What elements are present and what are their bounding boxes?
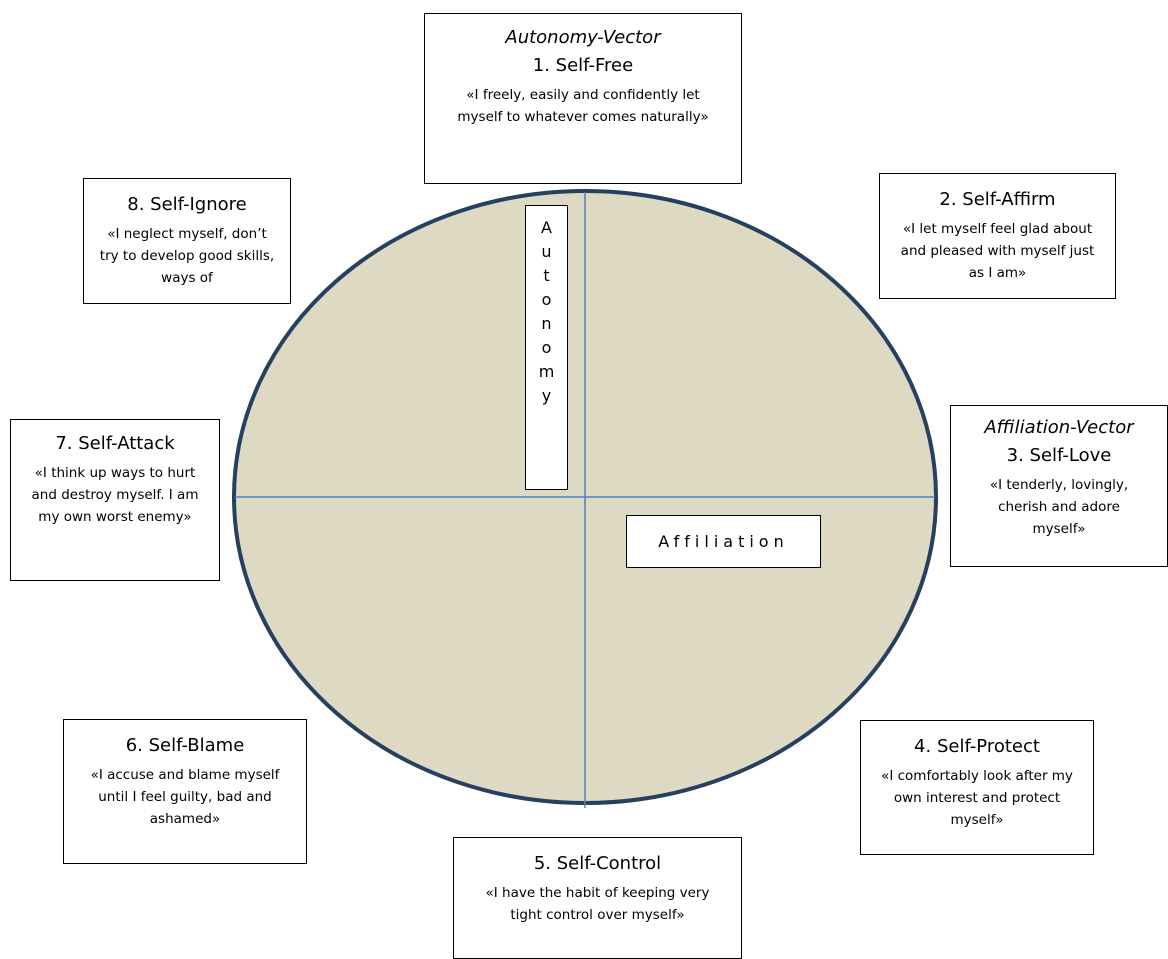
self-love-quote: «I tenderly, lovingly, cherish and adore myself»	[989, 477, 1129, 537]
affiliation-label-text: Affiliation	[658, 532, 789, 551]
self-free-title: 1. Self-Free	[532, 55, 634, 76]
self-ignore-box	[83, 178, 291, 304]
autonomy-letter: m	[538, 362, 555, 381]
self-blame-quote: «I accuse and blame myself until I feel guilty, bad and ashamed»	[90, 767, 280, 827]
autonomy-vector-label: Autonomy-Vector	[505, 27, 661, 48]
autonomy-letter: u	[541, 242, 552, 261]
self-love-title: 3. Self-Love	[1006, 445, 1112, 466]
self-blame-box	[63, 719, 307, 864]
affiliation-axis-label	[626, 515, 821, 568]
self-control-quote: «I have the habit of keeping very tight control over myself»	[485, 885, 710, 923]
self-affirm-box	[879, 173, 1116, 299]
self-control-box	[453, 837, 742, 959]
autonomy-letter: t	[543, 266, 550, 285]
self-ignore-title: 8. Self-Ignore	[127, 194, 247, 215]
self-affirm-title: 2. Self-Affirm	[939, 189, 1056, 210]
self-control-title: 5. Self-Control	[533, 853, 662, 874]
autonomy-letter: o	[541, 290, 552, 309]
self-ignore-quote: «I neglect myself, don’t try to develop good skills, ways of	[99, 226, 275, 286]
self-free-quote: «I freely, easily and confidently let myself to whatever comes naturally»	[457, 87, 709, 125]
self-protect-title: 4. Self-Protect	[914, 736, 1040, 757]
self-attack-quote: «I think up ways to hurt and destroy myself. I am my own worst enemy»	[31, 465, 199, 525]
autonomy-letters	[526, 216, 567, 408]
autonomy-letter: A	[541, 218, 552, 237]
autonomy-axis-label	[525, 205, 568, 490]
autonomy-letter: y	[541, 386, 552, 405]
autonomy-letter: o	[541, 338, 552, 357]
self-affirm-quote: «I let myself feel glad about and pleased with myself just as I am»	[900, 221, 1095, 281]
self-protect-quote: «I comfortably look after my own interest and protect myself»	[881, 768, 1073, 828]
self-attack-title: 7. Self-Attack	[55, 433, 175, 454]
affiliation-vector-label: Affiliation-Vector	[984, 417, 1134, 438]
autonomy-letter: n	[541, 314, 552, 333]
self-protect-box	[860, 720, 1094, 855]
self-blame-title: 6. Self-Blame	[125, 735, 245, 756]
self-love-box	[950, 405, 1168, 567]
self-attack-box	[10, 419, 220, 581]
self-free-box	[424, 13, 742, 184]
